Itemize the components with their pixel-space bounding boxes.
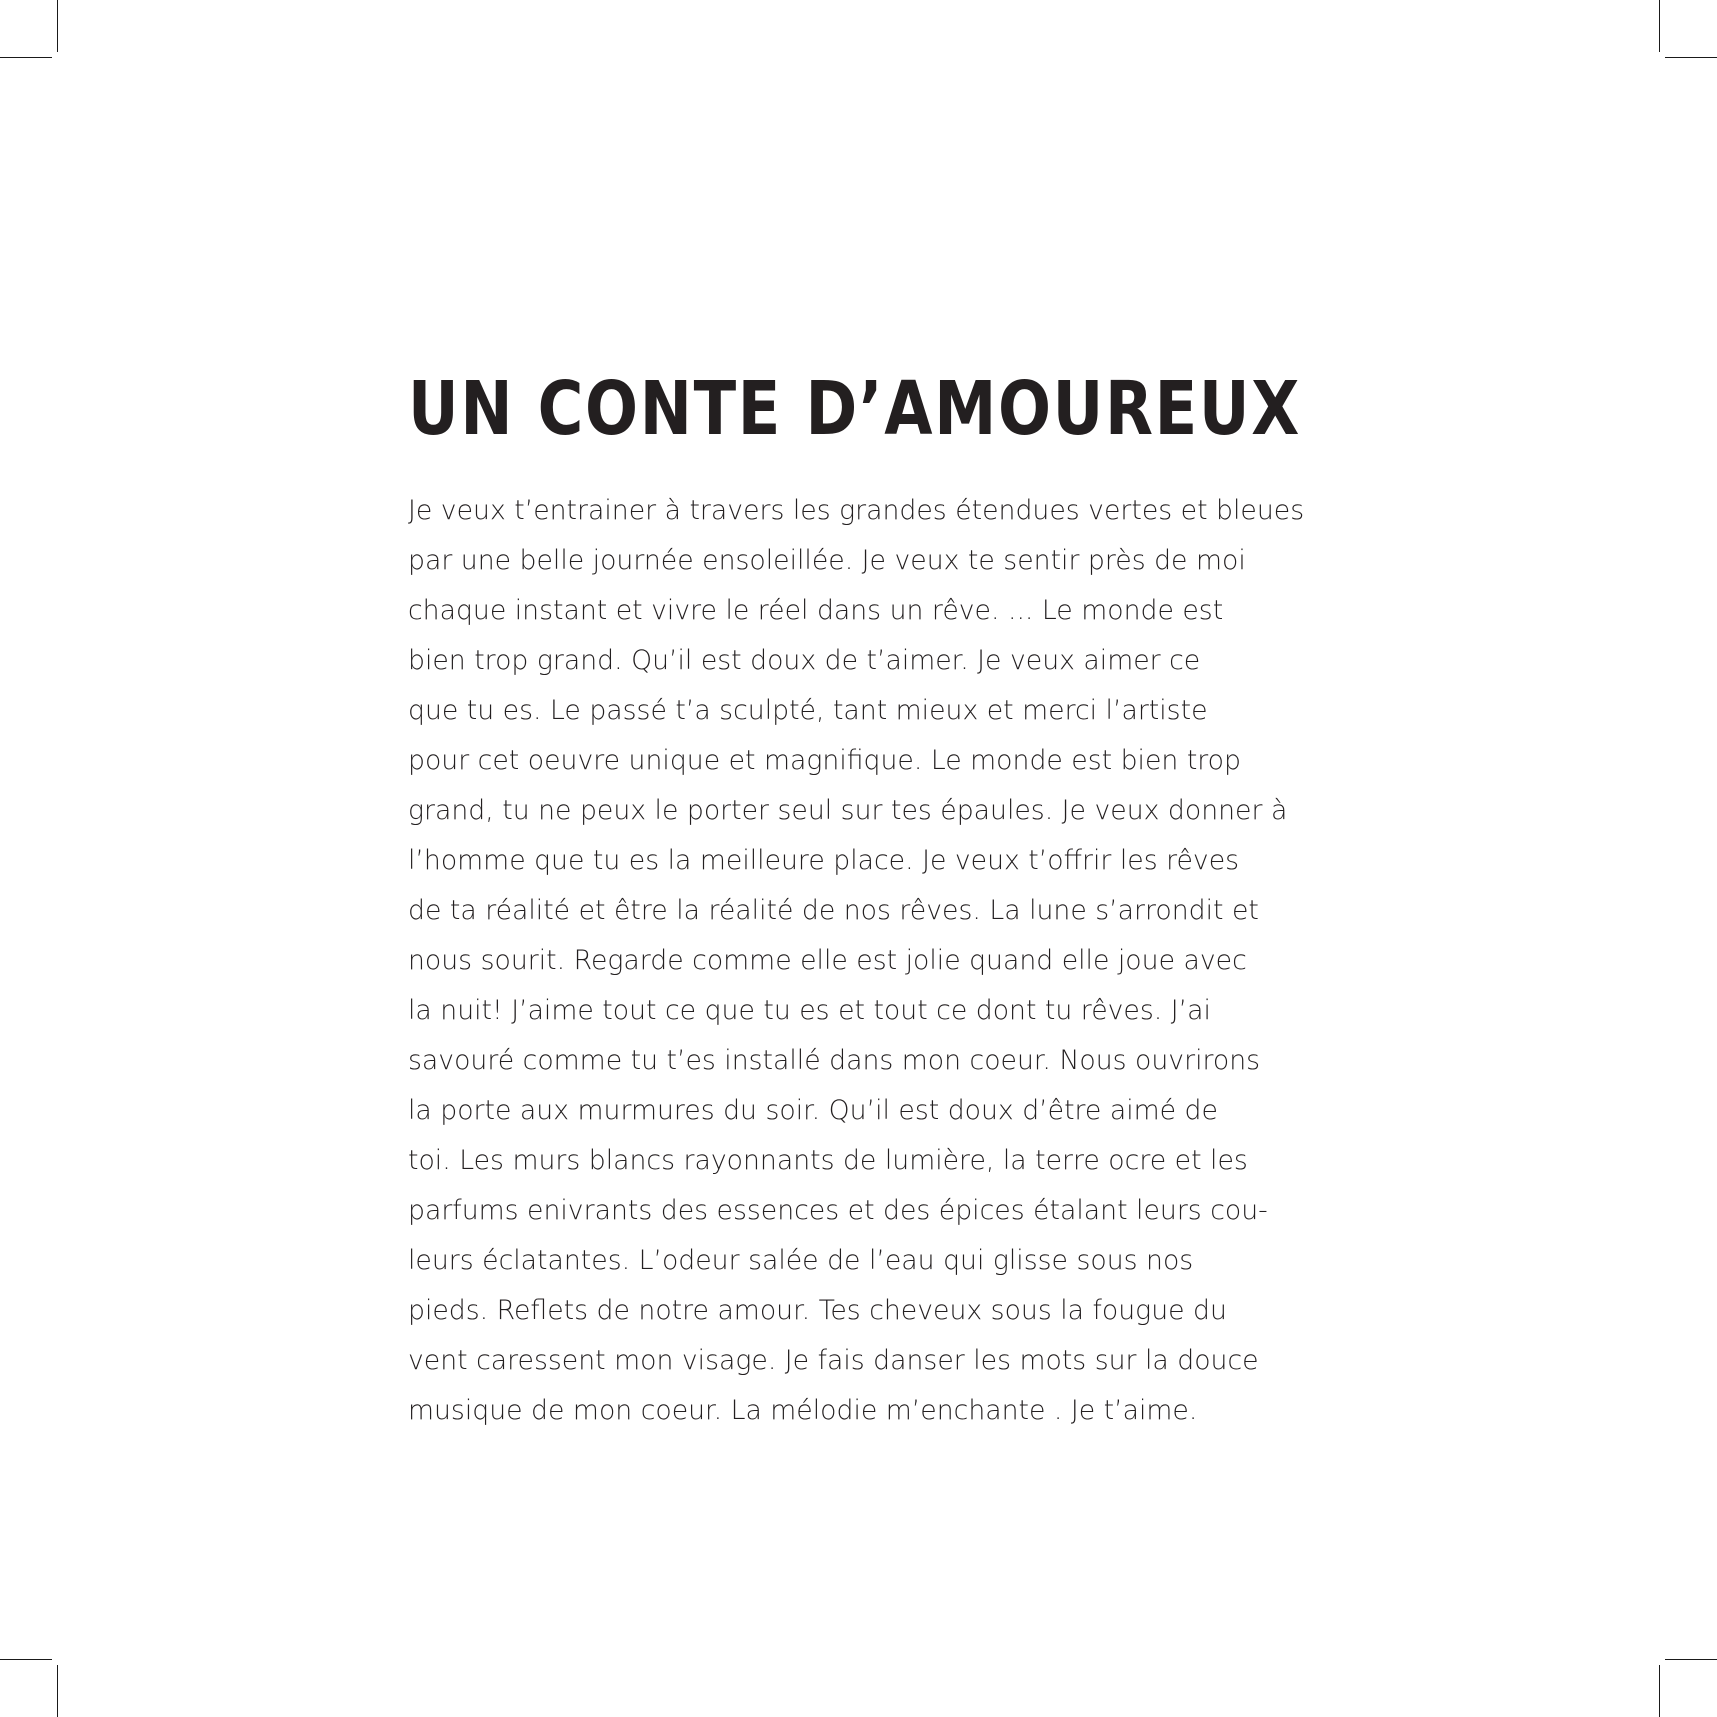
body-line: grand, tu ne peux le porter seul sur tes épaules. Je veux donner à bbox=[408, 795, 1288, 826]
crop-mark-top-left-horizontal bbox=[0, 57, 52, 58]
body-line: vent caressent mon visage. Je fais danser les mots sur la douce bbox=[408, 1345, 1259, 1376]
body-line: leurs éclatantes. L’odeur salée de l’eau qui glisse sous nos bbox=[408, 1245, 1194, 1276]
body-line: la porte aux murmures du soir. Qu’il est doux d’être aimé de bbox=[408, 1095, 1218, 1126]
body-line: la nuit! J’aime tout ce que tu es et tout ce dont tu rêves. J’ai bbox=[408, 995, 1211, 1026]
body-line: nous sourit. Regarde comme elle est jolie quand elle joue avec bbox=[408, 945, 1247, 976]
body-line: pieds. Reflets de notre amour. Tes cheveux sous la fougue du bbox=[408, 1295, 1227, 1326]
body-line: l’homme que tu es la meilleure place. Je veux t’offrir les rêves bbox=[408, 845, 1240, 876]
page-title: UN CONTE D’AMOUREUX bbox=[408, 366, 1301, 452]
crop-mark-top-left-vertical bbox=[57, 0, 58, 52]
body-line: bien trop grand. Qu’il est doux de t’aimer. Je veux aimer ce bbox=[408, 645, 1201, 676]
body-line: que tu es. Le passé t’a sculpté, tant mieux et merci l’artiste bbox=[408, 695, 1208, 726]
crop-mark-bottom-left-vertical bbox=[57, 1665, 58, 1717]
body-line: chaque instant et vivre le réel dans un rêve. ... Le monde est bbox=[408, 595, 1224, 626]
body-line: de ta réalité et être la réalité de nos rêves. La lune s’arrondit et bbox=[408, 895, 1259, 926]
body-line: musique de mon coeur. La mélodie m’enchante . Je t’aime. bbox=[408, 1395, 1198, 1426]
body-line: par une belle journée ensoleillée. Je veux te sentir près de moi bbox=[408, 545, 1246, 576]
crop-mark-bottom-right-horizontal bbox=[1665, 1659, 1717, 1660]
body-line: pour cet oeuvre unique et magnifique. Le monde est bien trop bbox=[408, 745, 1241, 776]
crop-mark-top-right-vertical bbox=[1659, 0, 1660, 52]
body-line: Je veux t’entrainer à travers les grandes étendues vertes et bleues bbox=[408, 495, 1305, 526]
body-line: parfums enivrants des essences et des épices étalant leurs cou- bbox=[408, 1195, 1268, 1226]
crop-mark-bottom-left-horizontal bbox=[0, 1659, 52, 1660]
body-text bbox=[408, 486, 1318, 1436]
body-line: savouré comme tu t’es installé dans mon coeur. Nous ouvrirons bbox=[408, 1045, 1261, 1076]
crop-mark-top-right-horizontal bbox=[1665, 57, 1717, 58]
crop-mark-bottom-right-vertical bbox=[1659, 1665, 1660, 1717]
body-line: toi. Les murs blancs rayonnants de lumière, la terre ocre et les bbox=[408, 1145, 1248, 1176]
